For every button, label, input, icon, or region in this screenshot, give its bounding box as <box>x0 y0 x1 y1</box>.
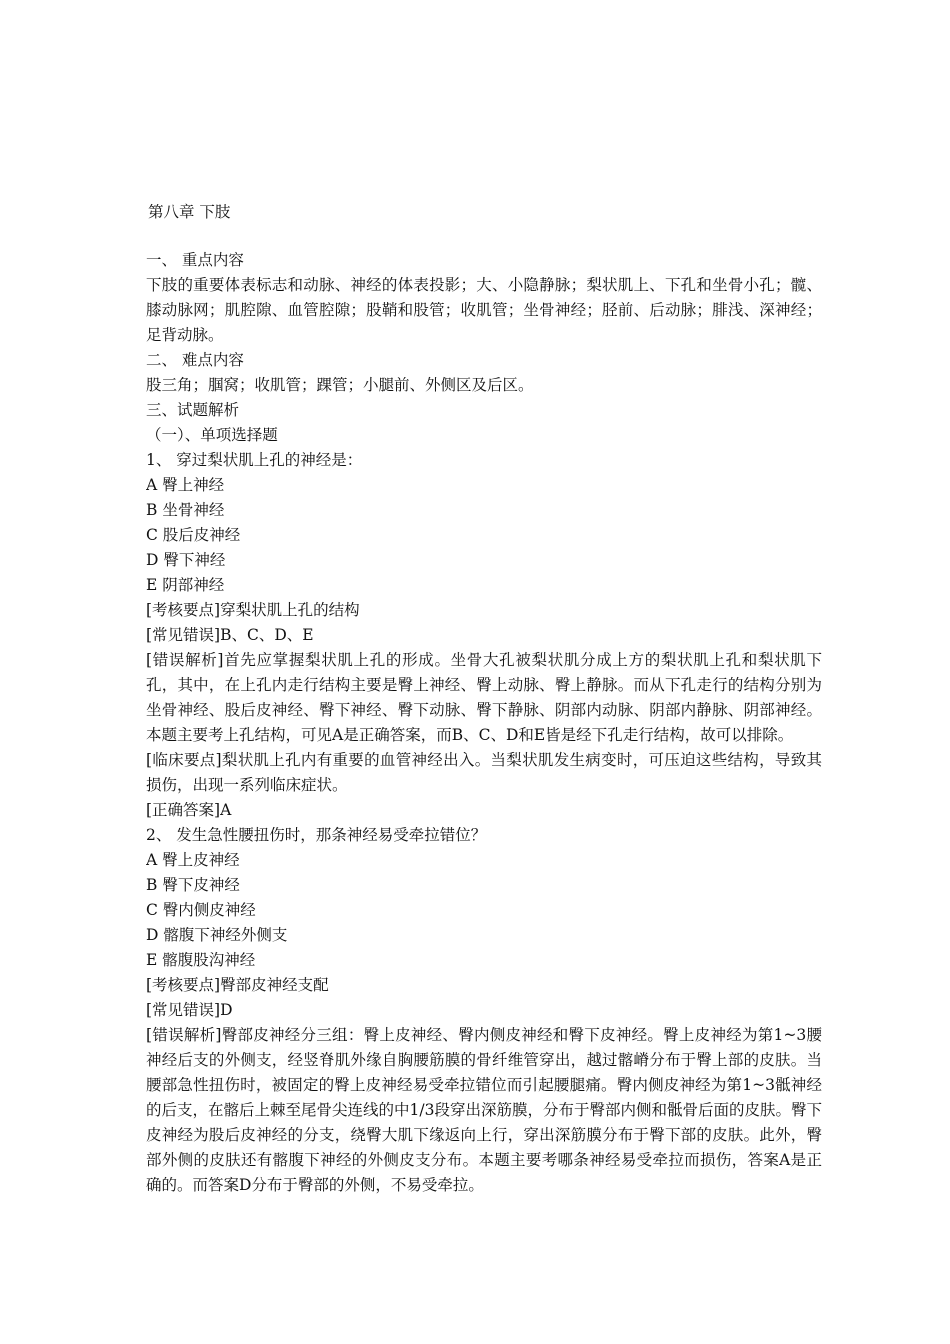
option-e: E 髂腹股沟神经 <box>146 951 256 969</box>
section-heading: 二、 难点内容 <box>146 351 244 369</box>
correct-answer: [正确答案]A <box>146 801 232 819</box>
option-a: A 臀上皮神经 <box>146 851 240 869</box>
question-stem: 1、 穿过梨状肌上孔的神经是： <box>146 451 363 469</box>
option-c: C 臀内侧皮神经 <box>146 901 256 919</box>
option-b: B 臀下皮神经 <box>146 876 240 894</box>
section-heading: 一、 重点内容 <box>146 251 244 269</box>
error-analysis: [错误解析]臀部皮神经分三组：臀上皮神经、臀内侧皮神经和臀下皮神经。臀上皮神经为第1~3腰神经后支的外侧支，经竖脊肌外缘自胸腰筋膜的骨纤维管穿出，越过髂嵴分布于臀上部的皮肤。当腰部急性扭伤时，被固定的臀上皮神经易受牵拉错位而引起腰腿痛。臀内侧皮神经为第1~3骶神经的后支，在髂后上棘至尾骨尖连线的中1/3段穿出深筋膜，分布于臀部内侧和骶骨后面的皮肤。臀下皮神经为股后皮神经的分支，绕臀大肌下缘返向上行，穿出深筋膜分布于臀下部的皮肤。此外，臀部外侧的皮肤还有髂腹下神经的外侧皮支分布。本题主要考哪条神经易受牵拉而损伤，答案A是正确的。而答案D分布于臀部的外侧，不易受牵拉。 <box>146 1026 822 1194</box>
subsection-heading: （一）、单项选择题 <box>146 426 278 444</box>
error-analysis: [错误解析]首先应掌握梨状肌上孔的形成。坐骨大孔被梨状肌分成上方的梨状肌上孔和梨状肌下孔，其中，在上孔内走行结构主要是臀上神经、臀上动脉、臀上静脉。而从下孔走行的结构分别为坐骨神经、股后皮神经、臀下神经、臀下动脉、臀下静脉、阴部内动脉、阴部内静脉、阴部神经。本题主要考上孔结构，可见A是正确答案，而B、C、D和E皆是经下孔走行结构，故可以排除。 <box>146 651 822 744</box>
option-e: E 阴部神经 <box>146 576 225 594</box>
section-body: 下肢的重要体表标志和动脉、神经的体表投影；大、小隐静脉；梨状肌上、下孔和坐骨小孔；髋、膝动脉网；肌腔隙、血管腔隙；股鞘和股管；收肌管；坐骨神经；胫前、后动脉；腓浅、深神经；足背动脉。 <box>146 276 822 344</box>
option-c: C 股后皮神经 <box>146 526 241 544</box>
option-d: D 臀下神经 <box>146 551 226 569</box>
option-d: D 髂腹下神经外侧支 <box>146 926 288 944</box>
option-a: A 臀上神经 <box>146 476 225 494</box>
chapter-title: 第八章 下肢 <box>148 203 231 221</box>
section-heading: 三、试题解析 <box>146 401 240 419</box>
section-body: 股三角；腘窝；收肌管；踝管；小腿前、外侧区及后区。 <box>146 376 534 394</box>
clinical-point: [临床要点]梨状肌上孔内有重要的血管神经出入。当梨状肌发生病变时，可压迫这些结构，导致其损伤，出现一系列临床症状。 <box>146 751 822 794</box>
common-error: [常见错误]B、C、D、E <box>146 626 314 644</box>
common-error: [常见错误]D <box>146 1001 233 1019</box>
question-stem: 2、 发生急性腰扭伤时，那条神经易受牵拉错位？ <box>146 826 487 844</box>
option-b: B 坐骨神经 <box>146 501 225 519</box>
document-body <box>146 248 822 1198</box>
key-point: [考核要点]穿梨状肌上孔的结构 <box>146 601 360 619</box>
key-point: [考核要点]臀部皮神经支配 <box>146 976 329 994</box>
